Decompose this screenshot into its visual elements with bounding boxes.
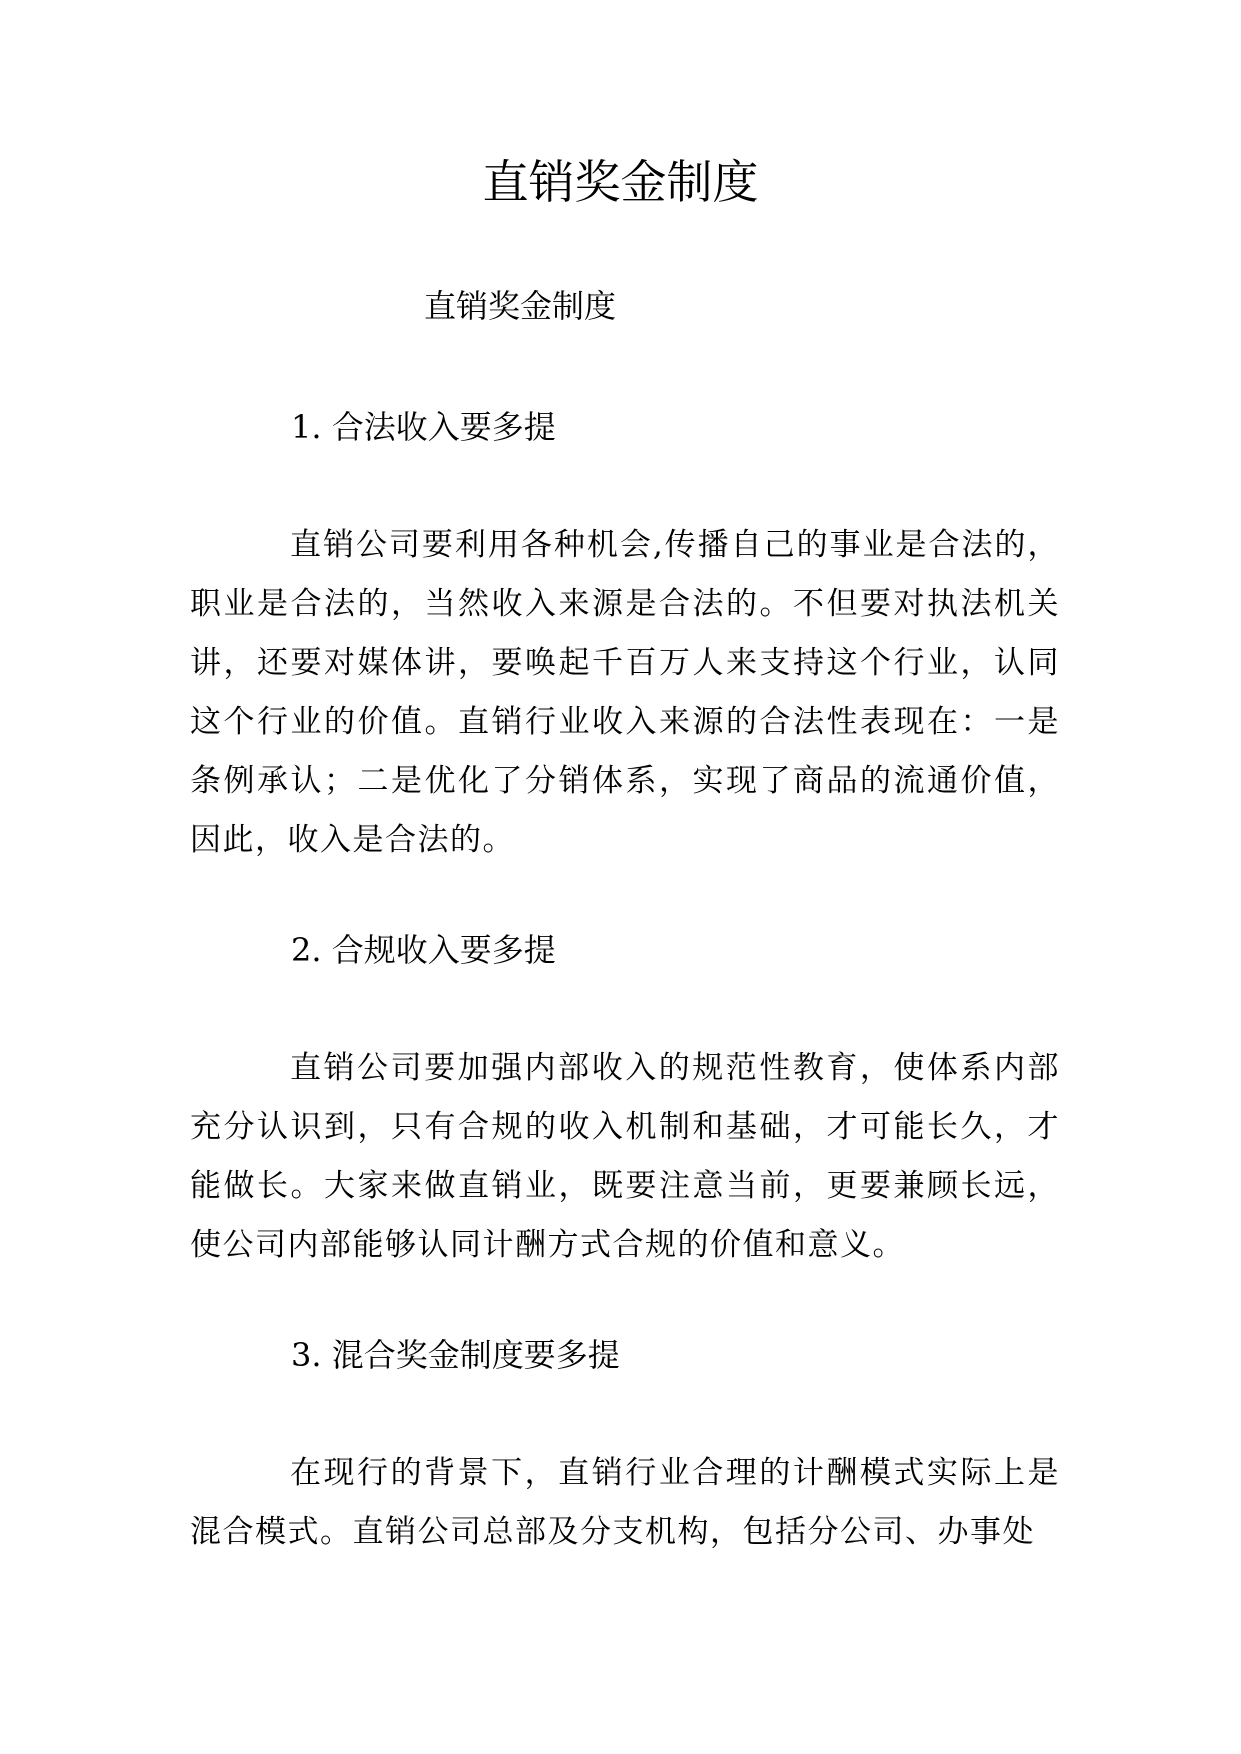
- section-heading-2: 2. 合规收入要多提: [291, 931, 556, 969]
- section-paragraph-3: 在现行的背景下，直销行业合理的计酬模式实际上是混合模式。直销公司总部及分支机构，包括分公司、办事处: [190, 1455, 1060, 1550]
- section-heading-1: 1. 合法收入要多提: [291, 408, 556, 446]
- document-subtitle: 直销奖金制度: [424, 287, 617, 325]
- section-heading-3: 3. 混合奖金制度要多提: [291, 1336, 620, 1374]
- section-paragraph-1: 直销公司要利用各种机会,传播自己的事业是合法的，职业是合法的，当然收入来源是合法的。不但要对执法机关讲，还要对媒体讲，要唤起千百万人来支持这个行业，认同这个行业的价值。直销行业收入来源的合法性表现在：一是条例承认；二是优化了分销体系，实现了商品的流通价值，因此，收入是合法的。: [190, 527, 1060, 858]
- document-title: 直销奖金制度: [482, 155, 759, 209]
- section-paragraph-2: 直销公司要加强内部收入的规范性教育，使体系内部充分认识到，只有合规的收入机制和基础，才可能长久，才能做长。大家来做直销业，既要注意当前，更要兼顾长远，使公司内部能够认同计酬方式合规的价值和意义。: [190, 1050, 1060, 1263]
